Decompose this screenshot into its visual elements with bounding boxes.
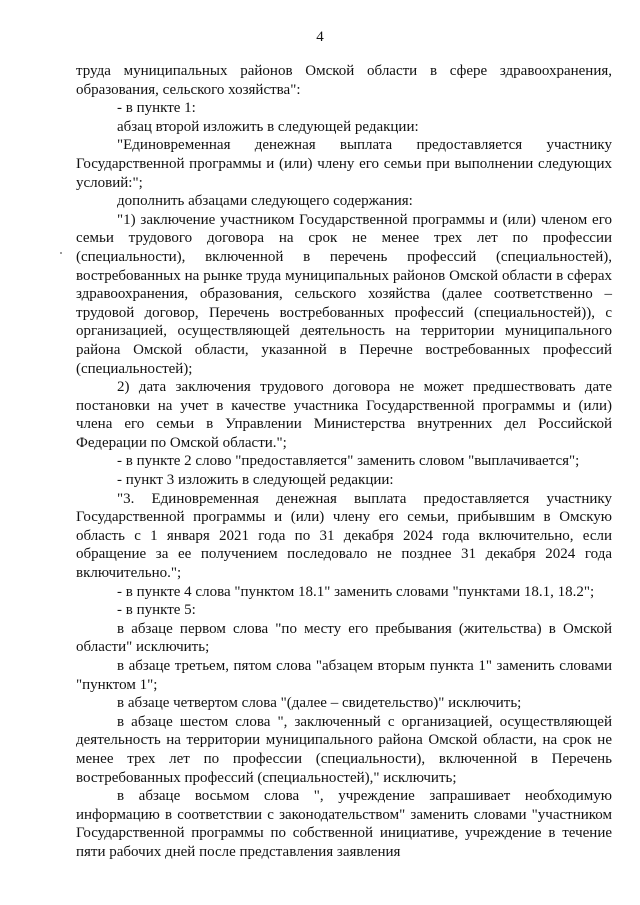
paragraph: "Единовременная денежная выплата предоставляется участнику Государственной программы и (или) члену его семьи при выполнении следующих условий:"; [76, 137, 612, 191]
paragraph: в абзаце первом слова "по месту его пребывания (жительства) в Омской области" исключить; [76, 620, 612, 656]
paragraph: 2) дата заключения трудового договора не может предшествовать дате постановки на учет в качестве участника Государственной программы и (или) члена его семьи в Управлении Министерства внутренних дел Российской Федерации по Омской области."; [76, 379, 612, 451]
paragraph: - пункт 3 изложить в следующей редакции: [117, 472, 394, 489]
paragraph: труда муниципальных районов Омской области в сфере здравоохранения, образования, сельского хозяйства": [76, 63, 612, 98]
paragraph: "1) заключение участником Государственной программы и (или) членом его семьи трудового договора на срок не менее трех лет по профессии (специальности), включенной в перечень профессий (специальностей), востребованных на рынке труда муниципальных районов Омской области в сферах здравоохранения, образования, сельского хозяйства (далее соответственно – трудовой договор, Перечень востребованных профессий (специальностей)), с организацией, осуществляющей деятельность на территории муниципального района Омской области, указанной в Перечне востребованных профессий (специальностей); [76, 211, 612, 377]
document-body [76, 62, 612, 862]
paragraph: - в пункте 5: [117, 602, 196, 619]
page-number: 4 [316, 29, 324, 45]
scan-speck [60, 252, 62, 254]
paragraph: - в пункте 2 слово "предоставляется" заменить словом "выплачивается"; [117, 453, 580, 470]
paragraph: - в пункте 4 слова "пунктом 18.1" заменить словами "пунктами 18.1, 18.2"; [117, 583, 595, 600]
paragraph: "3. Единовременная денежная выплата предоставляется участнику Государственной программы и (или) члену его семьи, прибывшим в Омскую область с 1 января 2021 года по 31 декабря 2024 года включительно, если обращение за ее получением последовало не позднее 31 декабря 2024 года включительно."; [76, 490, 612, 582]
paragraph: дополнить абзацами следующего содержания: [117, 193, 413, 210]
paragraph: в абзаце шестом слова ", заключенный с организацией, осуществляющей деятельность на территории муниципального района Омской области, на срок не менее трех лет по профессии (специальности), включенной в Перечень востребованных профессий (специальностей)," исключить; [76, 713, 612, 786]
paragraph: в абзаце восьмом слова ", учреждение запрашивает необходимую информацию в соответствии с законодательством" заменить словами "участником Государственной программы по собственной инициативе, учреждение в течение пяти рабочих дней после представления заявления [76, 788, 612, 860]
paragraph: абзац второй изложить в следующей редакции: [117, 118, 419, 135]
paragraph: - в пункте 1: [117, 100, 196, 117]
paragraph: в абзаце третьем, пятом слова "абзацем вторым пункта 1" заменить словами "пунктом 1"; [76, 658, 612, 693]
paragraph: в абзаце четвертом слова "(далее – свидетельство)" исключить; [117, 695, 522, 712]
